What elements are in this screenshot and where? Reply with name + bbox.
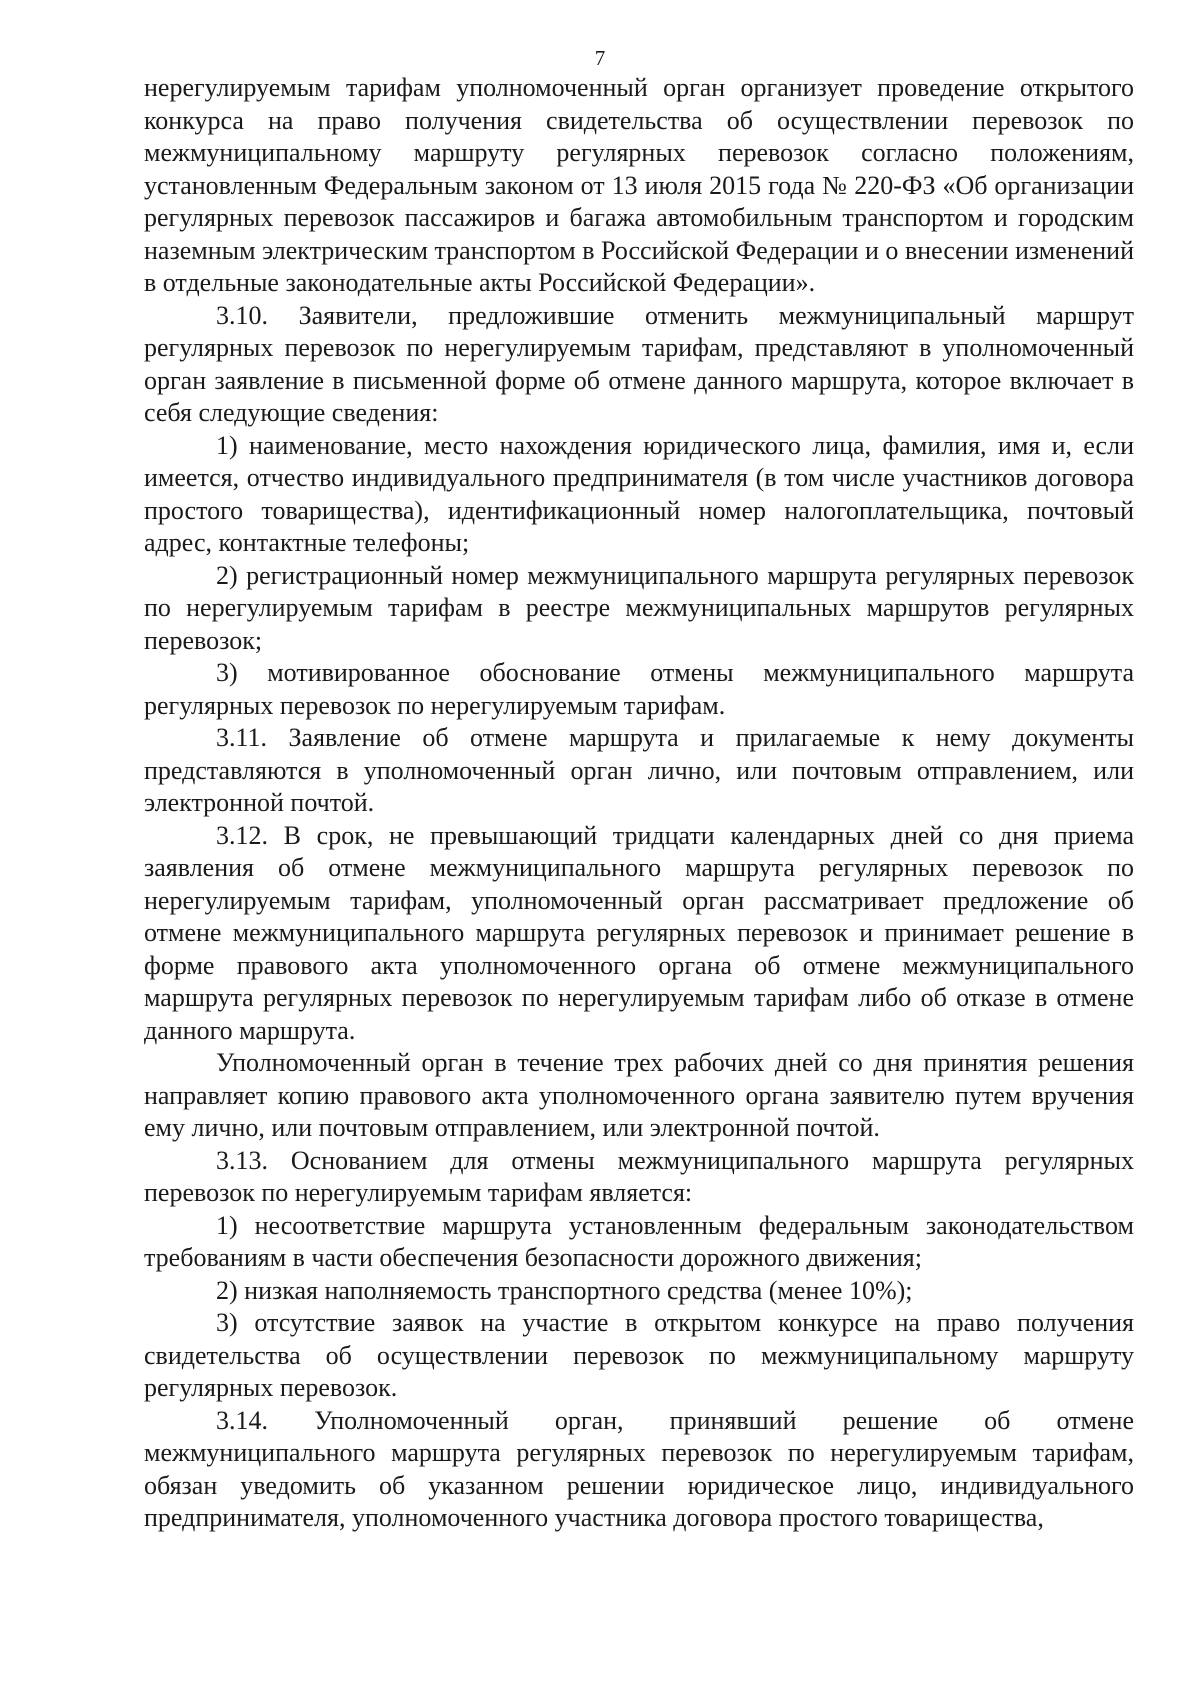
document-body bbox=[144, 72, 1134, 1535]
paragraph-3-13: 3.13. Основанием для отмены межмуниципального маршрута регулярных перевозок по нерегулируемым тарифам является: bbox=[144, 1145, 1134, 1207]
paragraph-continuation: нерегулируемым тарифам уполномоченный орган организует проведение открытого конкурса на право получения свидетельства об осуществлении перевозок по межмуниципальному маршруту регулярных перевозок согласно положениям, установленным Федеральным законом от 13 июля 2015 года № 220-ФЗ «Об организации регулярных перевозок пассажиров и багажа автомобильным транспортом и городским наземным электрическим транспортом в Российской Федерации и о внесении изменений в отдельные законодательные акты Российской Федерации». bbox=[144, 73, 1134, 297]
list-item-3-13-1: 1) несоответствие маршрута установленным федеральным законодательством требованиям в части обеспечения безопасности дорожного движения; bbox=[144, 1210, 1134, 1272]
list-item-3-10-3: 3) мотивированное обоснование отмены межмуниципального маршрута регулярных перевозок по нерегулируемым тарифам. bbox=[144, 658, 1134, 720]
list-item-3-13-2: 2) низкая наполняемость транспортного средства (менее 10%); bbox=[216, 1275, 913, 1305]
list-item-3-10-1: 1) наименование, место нахождения юридического лица, фамилия, имя и, если имеется, отчество индивидуального предпринимателя (в том числе участников договора простого товарищества), идентификационный номер налогоплательщика, почтовый адрес, контактные телефоны; bbox=[144, 430, 1134, 557]
paragraph-3-12: 3.12. В срок, не превышающий тридцати календарных дней со дня приема заявления об отмене межмуниципального маршрута регулярных перевозок по нерегулируемым тарифам, уполномоченный орган рассматривает предложение об отмене межмуниципального маршрута регулярных перевозок и принимает решение в форме правового акта уполномоченного органа об отмене межмуниципального маршрута регулярных перевозок по нерегулируемым тарифам либо об отказе в отмене данного маршрута. bbox=[144, 820, 1134, 1045]
paragraph-3-11: 3.11. Заявление об отмене маршрута и прилагаемые к нему документы представляются в уполномоченный орган лично, или почтовым отправлением, или электронной почтой. bbox=[144, 723, 1134, 817]
paragraph-3-12-notice: Уполномоченный орган в течение трех рабочих дней со дня принятия решения направляет копию правового акта уполномоченного органа заявителю путем вручения ему лично, или почтовым отправлением, или электронной почтой. bbox=[144, 1048, 1134, 1142]
list-item-3-13-3: 3) отсутствие заявок на участие в открытом конкурсе на право получения свидетельства об осуществлении перевозок по межмуниципальному маршруту регулярных перевозок. bbox=[144, 1308, 1134, 1402]
paragraph-3-14: 3.14. Уполномоченный орган, принявший решение об отмене межмуниципального маршрута регулярных перевозок по нерегулируемым тарифам, обязан уведомить об указанном решении юридическое лицо, индивидуального предпринимателя, уполномоченного участника договора простого товарищества, bbox=[144, 1405, 1134, 1532]
page-number: 7 bbox=[594, 46, 606, 70]
paragraph-3-10: 3.10. Заявители, предложившие отменить межмуниципальный маршрут регулярных перевозок по нерегулируемым тарифам, представляют в уполномоченный орган заявление в письменной форме об отмене данного маршрута, которое включает в себя следующие сведения: bbox=[144, 300, 1134, 427]
list-item-3-10-2: 2) регистрационный номер межмуниципального маршрута регулярных перевозок по нерегулируемым тарифам в реестре межмуниципальных маршрутов регулярных перевозок; bbox=[144, 560, 1134, 655]
